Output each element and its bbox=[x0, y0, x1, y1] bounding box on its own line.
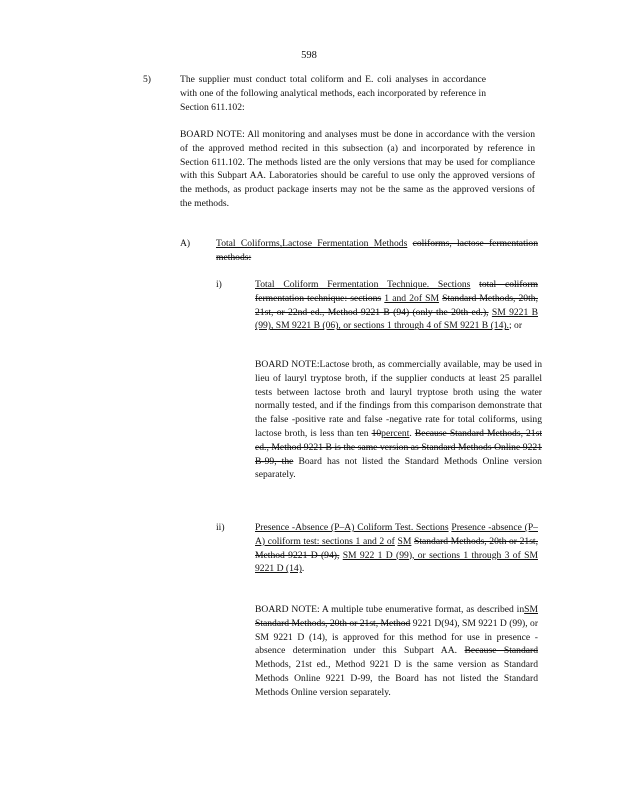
item-i-board-note bbox=[255, 358, 542, 482]
item-a-label: A) bbox=[180, 238, 191, 249]
item-a-inserted: Total Coliforms,Lactose Fermentation Methods bbox=[216, 238, 408, 249]
item-i-label: i) bbox=[216, 279, 222, 290]
page-number: 598 bbox=[301, 50, 317, 61]
item-ii-p2: Presence -absence (P–A) coliform test: sections 1 and 2 of bbox=[255, 522, 538, 547]
item-i-text bbox=[255, 278, 538, 333]
item-ii-bn-struck1: Standard Methods, 20th or 21st, Method bbox=[255, 617, 411, 629]
item-ii-p3b-struck: Standard Methods, 20th or 21st, Method 9221 D (94), bbox=[255, 535, 538, 561]
item-i-p1: Total Coliform Fermentation Technique. Sections bbox=[255, 279, 471, 290]
item-i-bn-end: . bbox=[409, 427, 412, 439]
item-i-bn-tail: Board has not listed the Standard Methods Online version separately. bbox=[255, 455, 542, 481]
item-i-p2: 1 and 2of SM bbox=[384, 292, 440, 304]
item-i-p3-struck: Standard Methods, 20th, 21st, or 22nd ed., Method 9221 B (94) (only the 20th ed.), bbox=[255, 292, 538, 318]
item-ii-p1: Presence -Absence (P–A) Coliform Test. Sections bbox=[255, 522, 449, 533]
item-ii-text bbox=[255, 521, 538, 576]
item-a-text bbox=[216, 237, 538, 265]
item-i-bn-text: BOARD NOTE:Lactose broth, as commercially available, may be used in lieu of lauryl tryptose broth, if the supplier conducts at least 25 parallel tests between lactose broth and lauryl tryptose broth using the water normally tested, and if the findings from this comparison demonstrate that the false -positive rate and false -negative rate for total coliforms, using lactose broth, is less than ten bbox=[255, 359, 542, 439]
item-ii-bn-b: 9221 D(94), SM 9221 D (99), or SM 9221 D (14), is approved for this method for use in presence -absence determination under this Subpart AA. bbox=[255, 617, 539, 657]
item-i-bn-struck1: 10 bbox=[371, 427, 382, 439]
item-5-label: 5) bbox=[143, 74, 151, 85]
item-ii-p5: . bbox=[301, 563, 305, 575]
item-i-bn-ins: percent bbox=[381, 427, 410, 439]
item-i-bn-struck2: Because Standard Methods, 21st ed., Method 9221 B is the same version as Standard Methods Online 9221 B-99, the bbox=[255, 427, 542, 467]
item-ii-bn-sm: SM bbox=[524, 604, 538, 615]
item-ii-label: ii) bbox=[216, 522, 225, 533]
item-ii-bn-tail: Methods, 21st ed., Method 9221 D is the same version as Standard Methods Online 9221 D-99, the Board has not listed the Standard Methods Online version separately. bbox=[255, 659, 538, 698]
item-i-p1-struck: total coliform fermentation technique: sections bbox=[255, 279, 538, 304]
item-ii-bn-struck2: Because Standard bbox=[464, 645, 538, 657]
item-i-p5: ; or bbox=[508, 320, 523, 332]
item-ii-p3: SM bbox=[397, 535, 412, 547]
item-i-p4: SM 9221 B (99), SM 9221 B (06), or sections 1 through 4 of SM 9221 B (14). bbox=[255, 306, 539, 332]
item-ii-bn-a: BOARD NOTE: A multiple tube enumerative format, as described in bbox=[255, 604, 525, 615]
item-ii-board-note bbox=[255, 603, 538, 700]
item-a-struck: coliforms, lactose fermentation methods: bbox=[216, 238, 538, 263]
item-5-text: The supplier must conduct total coliform and E. coli analyses in accordance with one of the following analytical methods, each incorporated by reference in Section 611.102: bbox=[180, 74, 486, 113]
item-5-board-note: BOARD NOTE: All monitoring and analyses must be done in accordance with the version of the approved method recited in this subsection (a) and incorporated by reference in Section 611.102. The methods listed are the only versions that may be used for compliance with this Subpart AA. Laboratories should be careful to use only the approved versions of the methods, as product package inserts may not be the same as the approved versions of the methods. bbox=[180, 129, 535, 209]
item-ii-p4: SM 922 1 D (99), or sections 1 through 3 of SM 9221 D (14) bbox=[255, 549, 538, 575]
